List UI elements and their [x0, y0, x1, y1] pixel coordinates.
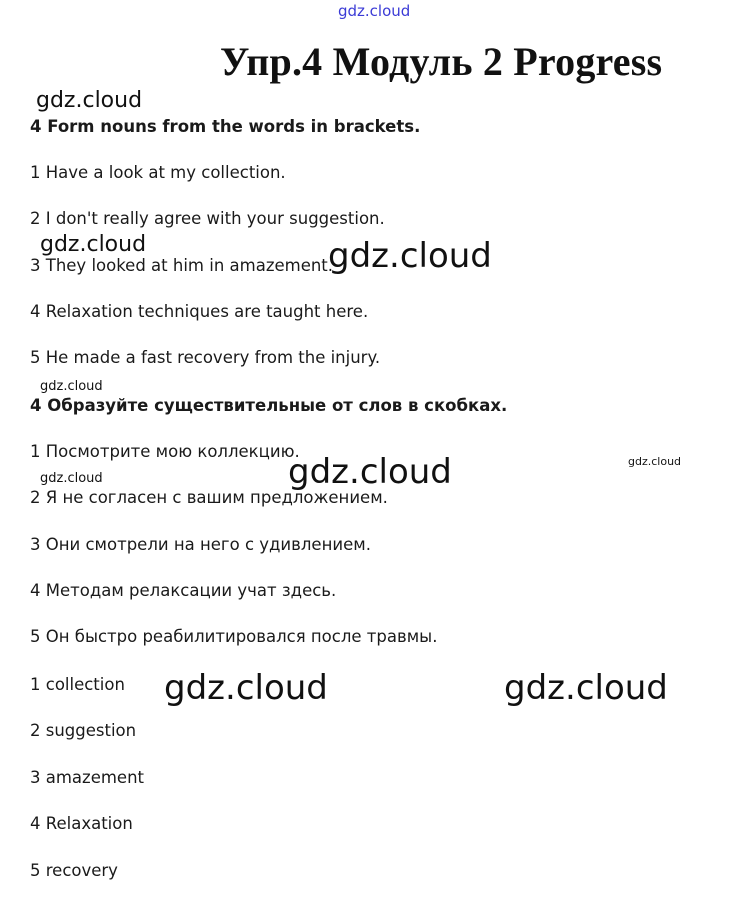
watermark: gdz.cloud: [36, 88, 143, 113]
russian-item-1: 1 Посмотрите мою коллекцию.: [30, 442, 300, 461]
answer-1: 1 collection: [30, 675, 125, 694]
russian-item-2: 2 Я не согласен с вашим предложением.: [30, 488, 388, 507]
russian-item-3: 3 Они смотрели на него с удивлением.: [30, 535, 371, 554]
watermark: gdz.cloud: [40, 471, 103, 486]
watermark: gdz.cloud: [40, 379, 103, 394]
watermark: gdz.cloud: [328, 236, 492, 276]
english-item-2: 2 I don't really agree with your suggestion.: [30, 209, 385, 228]
english-item-5: 5 He made a fast recovery from the injury.: [30, 348, 381, 367]
watermark: gdz.cloud: [504, 668, 668, 708]
answer-4: 4 Relaxation: [30, 814, 133, 833]
answer-2: 2 suggestion: [30, 721, 137, 740]
watermark: gdz.cloud: [288, 452, 452, 492]
english-item-1: 1 Have a look at my collection.: [30, 163, 286, 182]
watermark: gdz.cloud: [628, 455, 682, 468]
watermark: gdz.cloud: [338, 2, 411, 20]
watermark: gdz.cloud: [40, 232, 147, 257]
russian-heading: 4 Образуйте существительные от слов в скобках.: [30, 396, 508, 415]
russian-item-5: 5 Он быстро реабилитировался после травмы.: [30, 627, 438, 646]
watermark: gdz.cloud: [164, 668, 328, 708]
english-heading: 4 Form nouns from the words in brackets.: [30, 117, 421, 136]
page-title: Упр.4 Модуль 2 Progress: [220, 39, 663, 84]
answer-5: 5 recovery: [30, 861, 118, 880]
russian-item-4: 4 Методам релаксации учат здесь.: [30, 581, 337, 600]
answer-3: 3 amazement: [30, 768, 145, 787]
english-item-3: 3 They looked at him in amazement.: [30, 256, 334, 275]
english-item-4: 4 Relaxation techniques are taught here.: [30, 302, 369, 321]
